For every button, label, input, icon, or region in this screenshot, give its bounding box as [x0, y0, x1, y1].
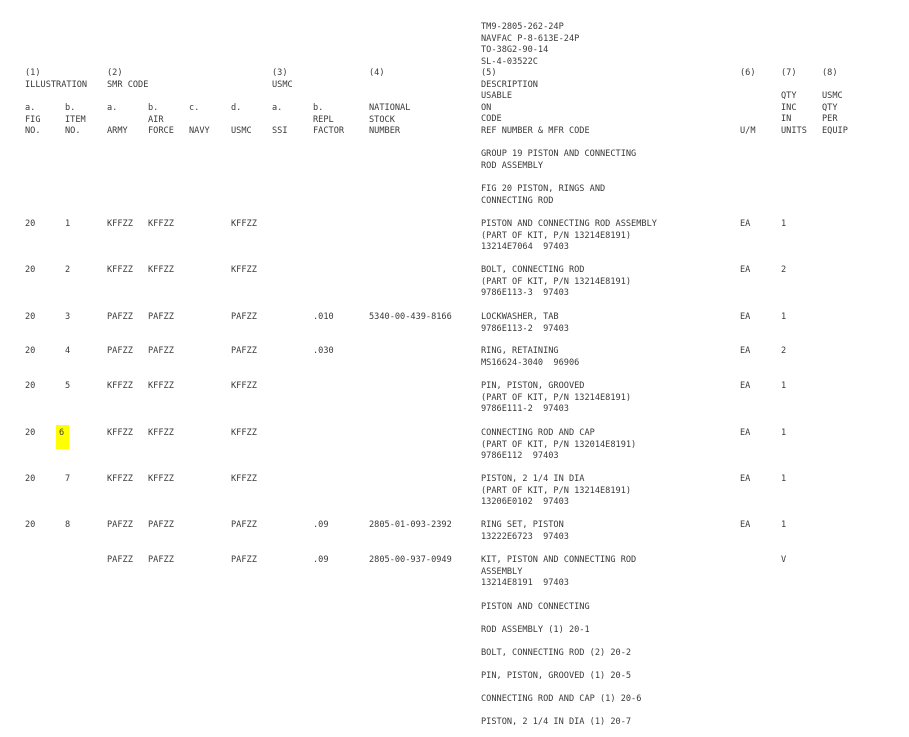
kit-content-line: PISTON, 2 1/4 IN DIA (1) 20-7	[481, 717, 632, 727]
part-description: PIN, PISTON, GROOVED (PART OF KIT, P/N 13214E8191) 9786E111-2 97403	[481, 381, 632, 414]
fig-number: 20	[25, 520, 36, 530]
repl-factor: .010	[313, 312, 334, 322]
part-description: LOCKWASHER, TAB 9786E113-2 97403	[481, 312, 569, 334]
smr-army: PAFZZ	[107, 346, 133, 356]
qty-inc-in-units: V	[781, 555, 787, 565]
smr-usmc: KFFZZ	[231, 219, 257, 229]
smr-air-force: KFFZZ	[148, 219, 174, 229]
smr-air-force: KFFZZ	[148, 381, 174, 391]
smr-air-force: KFFZZ	[148, 265, 174, 275]
smr-usmc: KFFZZ	[231, 265, 257, 275]
item-number: 8	[65, 520, 71, 530]
qty-inc-in-units: 2	[781, 265, 787, 275]
unit-of-measure: EA	[740, 346, 751, 356]
code-header: CODE	[481, 114, 502, 124]
part-description: BOLT, CONNECTING ROD (PART OF KIT, P/N 13214E8191) 9786E113-3 97403	[481, 265, 632, 298]
qty-inc-in-units: 1	[781, 312, 787, 322]
fig-number: 20	[25, 346, 36, 356]
unit-of-measure: EA	[740, 474, 751, 484]
smr-army: KFFZZ	[107, 474, 133, 484]
group-title: GROUP 19 PISTON AND CONNECTING ROD ASSEMBLY	[481, 149, 637, 171]
item-number: 2	[65, 265, 71, 275]
document-ids: TM9-2805-262-24P NAVFAC P-8-613E-24P TO-38G2-90-14 SL-4-03522C	[481, 22, 580, 67]
part-description: CONNECTING ROD AND CAP (PART OF KIT, P/N 132014E8191) 9786E112 97403	[481, 428, 637, 461]
fig-number: 20	[25, 265, 36, 275]
national-stock-number: 2805-01-093-2392	[369, 520, 452, 530]
repl-factor: .030	[313, 346, 334, 356]
unit-of-measure: EA	[740, 219, 751, 229]
qty-inc-in-units: 1	[781, 381, 787, 391]
col-4-number: (4)	[369, 68, 385, 78]
kit-content-line: BOLT, CONNECTING ROD (2) 20-2	[481, 648, 632, 658]
usmc-sub-header: d. USMC	[231, 103, 252, 136]
army-header: a. ARMY	[107, 103, 128, 136]
smr-code-header: SMR CODE	[107, 80, 149, 90]
highlighted-item-number: 6	[56, 425, 69, 449]
item-number: 4	[65, 346, 71, 356]
repl-factor: .09	[313, 555, 329, 565]
fig-number: 20	[25, 219, 36, 229]
national-stock-number: 2805-00-937-0949	[369, 555, 452, 565]
item-number: 7	[65, 474, 71, 484]
on-header: ON	[481, 103, 492, 113]
um-header: U/M	[740, 126, 756, 136]
col-5-number: (5)	[481, 68, 497, 78]
part-description: RING SET, PISTON 13222E6723 97403	[481, 520, 569, 542]
kit-content-line: ROD ASSEMBLY (1) 20-1	[481, 625, 590, 635]
smr-air-force: KFFZZ	[148, 428, 174, 438]
col-6-number: (6)	[740, 68, 756, 78]
figure-title: FIG 20 PISTON, RINGS AND CONNECTING ROD	[481, 184, 606, 206]
smr-usmc: PAFZZ	[231, 312, 257, 322]
item-no-header: b. ITEM NO.	[65, 103, 86, 136]
smr-usmc: KFFZZ	[231, 381, 257, 391]
smr-air-force: PAFZZ	[148, 312, 174, 322]
usmc-qty-header: USMC QTY PER EQUIP	[822, 91, 848, 136]
smr-army: KFFZZ	[107, 219, 133, 229]
qty-inc-in-units: 1	[781, 520, 787, 530]
smr-air-force: PAFZZ	[148, 555, 174, 565]
part-description: KIT, PISTON AND CONNECTING ROD ASSEMBLY 13214E8191 97403	[481, 555, 637, 588]
repl-factor-header: b. REPL FACTOR	[313, 103, 345, 136]
smr-usmc: PAFZZ	[231, 346, 257, 356]
unit-of-measure: EA	[740, 381, 751, 391]
kit-content-line: PIN, PISTON, GROOVED (1) 20-5	[481, 671, 632, 681]
kit-content-line: PISTON AND CONNECTING	[481, 602, 590, 612]
ssi-header: a. SSI	[272, 103, 288, 136]
qty-inc-in-units: 1	[781, 219, 787, 229]
smr-army: KFFZZ	[107, 428, 133, 438]
illustration-header: ILLUSTRATION	[25, 80, 88, 90]
item-number: 3	[65, 312, 71, 322]
navy-header: c. NAVY	[189, 103, 210, 136]
nsn-header: NATIONAL STOCK NUMBER	[369, 103, 411, 136]
col-3-number: (3)	[272, 68, 288, 78]
item-number: 1	[65, 219, 71, 229]
usable-header: USABLE	[481, 91, 513, 101]
air-force-header: b. AIR FORCE	[148, 103, 174, 136]
unit-of-measure: EA	[740, 312, 751, 322]
usmc-header: USMC	[272, 80, 293, 90]
part-description: RING, RETAINING MS16624-3040 96906	[481, 346, 580, 368]
smr-army: PAFZZ	[107, 520, 133, 530]
smr-army: KFFZZ	[107, 381, 133, 391]
smr-army: PAFZZ	[107, 555, 133, 565]
qty-inc-in-units: 1	[781, 428, 787, 438]
item-number	[56, 425, 69, 449]
kit-content-line: CONNECTING ROD AND CAP (1) 20-6	[481, 694, 642, 704]
unit-of-measure: EA	[740, 520, 751, 530]
col-7-number: (7)	[781, 68, 797, 78]
smr-usmc: KFFZZ	[231, 474, 257, 484]
part-description: PISTON, 2 1/4 IN DIA (PART OF KIT, P/N 13214E8191) 13206E0102 97403	[481, 474, 632, 507]
national-stock-number: 5340-00-439-8166	[369, 312, 452, 322]
unit-of-measure: EA	[740, 265, 751, 275]
smr-air-force: PAFZZ	[148, 346, 174, 356]
fig-no-header: a. FIG NO.	[25, 103, 41, 136]
qty-inc-in-units: 2	[781, 346, 787, 356]
smr-usmc: PAFZZ	[231, 520, 257, 530]
smr-army: KFFZZ	[107, 265, 133, 275]
smr-army: PAFZZ	[107, 312, 133, 322]
ref-number-header: REF NUMBER & MFR CODE	[481, 126, 590, 136]
repl-factor: .09	[313, 520, 329, 530]
smr-air-force: KFFZZ	[148, 474, 174, 484]
qty-inc-header: QTY INC IN UNITS	[781, 91, 807, 136]
fig-number: 20	[25, 428, 36, 438]
smr-air-force: PAFZZ	[148, 520, 174, 530]
qty-inc-in-units: 1	[781, 474, 787, 484]
col-8-number: (8)	[822, 68, 838, 78]
fig-number: 20	[25, 312, 36, 322]
fig-number: 20	[25, 381, 36, 391]
description-header: DESCRIPTION	[481, 80, 538, 90]
part-description: PISTON AND CONNECTING ROD ASSEMBLY (PART OF KIT, P/N 13214E8191) 13214E7064 97403	[481, 219, 657, 252]
unit-of-measure: EA	[740, 428, 751, 438]
col-2-number: (2)	[107, 68, 123, 78]
col-1-number: (1)	[25, 68, 41, 78]
smr-usmc: PAFZZ	[231, 555, 257, 565]
smr-usmc: KFFZZ	[231, 428, 257, 438]
item-number: 5	[65, 381, 71, 391]
fig-number: 20	[25, 474, 36, 484]
